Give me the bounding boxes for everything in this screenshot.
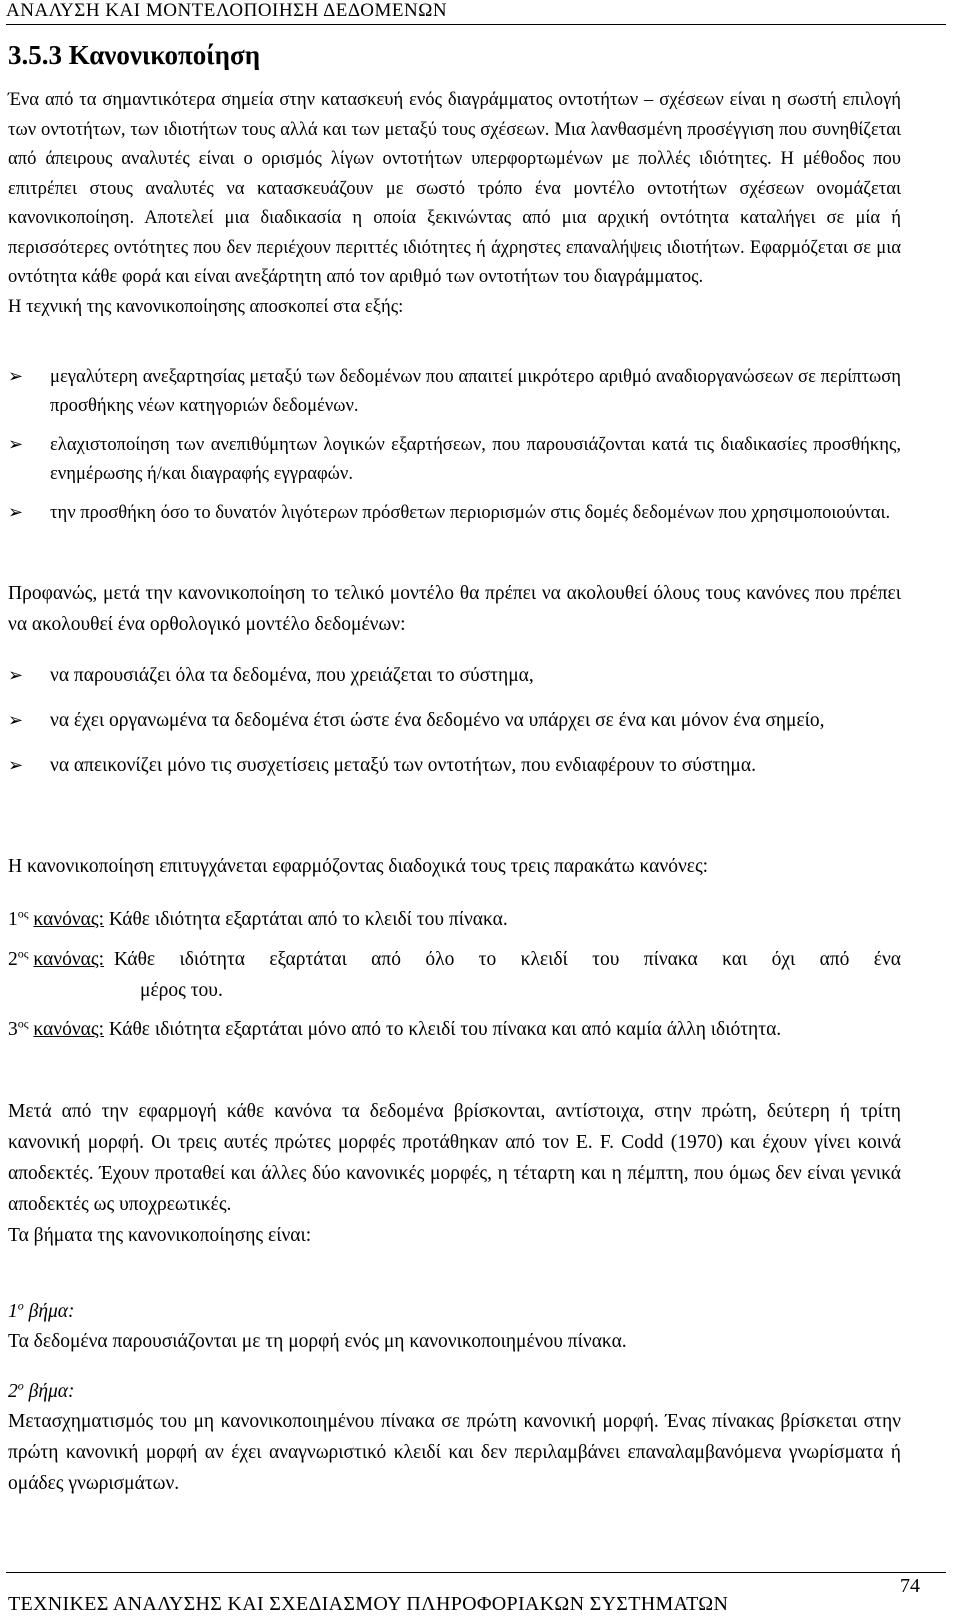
goals-list xyxy=(8,362,901,537)
list-item: ➢ μεγαλύτερη ανεξαρτησίας μεταξύ των δεδομένων που απαιτεί μικρότερο αριθμό αναδιοργανώσεων σε περίπτωση προσθήκης νέων κατηγοριών δεδομένων. xyxy=(8,362,901,420)
intro-text: Ένα από τα σημαντικότερα σημεία στην κατασκευή ενός διαγράμματος οντοτήτων – σχέσεων είναι η σωστή επιλογή των οντοτήτων, των ιδιοτήτων τους αλλά και των μεταξύ τους σχέσεων. Μια λανθασμένη προσέγγιση που συνηθίζεται από άπειρους αναλυτές είναι ο ορισμός λίγων οντοτήτων υπερφορτωμένων με πολλές ιδιότητες. Η μέθοδος που επιτρέπει στους αναλυτές να κατασκευάζουν με σωστό τρόπο ένα μοντέλο οντοτήτων σχέσεων ονομάζεται κανονικοποίηση. Αποτελεί μια διαδικασία η οποία ξεκινώντας από μια αρχική οντότητα καταλήγει σε μία ή περισσότερες οντότητες που δεν περιέχουν περιττές ιδιότητες ή άχρηστες επαναλήψεις ιδιοτήτων. Εφαρμόζεται σε μια οντότητα κάθε φορά και είναι ανεξάρτητη από τον αριθμό των οντοτήτων του διαγράμματος. xyxy=(8,89,901,287)
intro-text-2: Η τεχνική της κανονικοποίησης αποσκοπεί στα εξής: xyxy=(8,295,404,317)
normal-forms-paragraph: Μετά από την εφαρμογή κάθε κανόνα τα δεδομένα βρίσκονται, αντίστοιχα, στην πρώτη, δεύτερη ή τρίτη κανονική μορφή. Οι τρεις αυτές πρώτες μορφές προτάθηκαν από τον E. F. Codd (1970) και έχουν γίνει κοινά αποδεκτές. Έχουν προταθεί και άλλες δύο κανονικές μορφές, η τέταρτη και η πέμπτη, που όμως δεν είναι γενικά αποδεκτές ως υποχρεωτικές. Τα βήματα της κανονικοποίησης είναι: xyxy=(8,1096,901,1251)
step-1-text: Τα δεδομένα παρουσιάζονται με τη μορφή ενός μη κανονικοποιημένου πίνακα. xyxy=(8,1331,627,1352)
rules-intro: Η κανονικοποίηση επιτυγχάνεται εφαρμόζοντας διαδοχικά τους τρεις παρακάτω κανόνες: xyxy=(8,856,709,877)
footer-divider xyxy=(6,1572,946,1573)
steps-intro: Τα βήματα της κανονικοποίησης είναι: xyxy=(8,1225,312,1246)
list-item: ➢ την προσθήκη όσο το δυνατόν λιγότερων πρόσθετων περιορισμών στις δομές δεδομένων που χρησιμοποιούνται. xyxy=(8,498,901,527)
step-2-heading: $2^o$ βήμα: xyxy=(8,1378,75,1402)
arrow-bullet-icon: ➢ xyxy=(8,502,24,522)
arrow-bullet-icon: ➢ xyxy=(8,755,24,775)
running-header: ΑΝΑΛΥΣΗ ΚΑΙ ΜΟΝΤΕΛΟΠΟΙΗΣΗ ΔΕΔΟΜΕΝΩΝ xyxy=(6,0,946,25)
arrow-bullet-icon: ➢ xyxy=(8,665,24,685)
list-item: ➢ να απεικονίζει μόνο τις συσχετίσεις μεταξύ των οντοτήτων, που ενδιαφέρουν το σύστημα. xyxy=(8,750,901,781)
section-title: 3.5.3 Κανονικοποίηση xyxy=(8,40,261,70)
step-1-heading: $1^o$ βήμα: xyxy=(8,1298,75,1322)
arrow-bullet-icon: ➢ xyxy=(8,366,24,386)
rule-2: $2^{o\varsigma}$ κανόνας: Κάθε ιδιότητα εξαρτάται από όλο το κλειδί του πίνακα και όχι από ένα μέρος του. xyxy=(8,946,901,1001)
list-item: ➢ ελαχιστοποίηση των ανεπιθύμητων λογικών εξαρτήσεων, που παρουσιάζονται κατά τις διαδικασίες προσθήκης, ενημέρωσης ή/και διαγραφής εγγραφών. xyxy=(8,430,901,488)
rule-3: $3^{o\varsigma}$ κανόνας: Κάθε ιδιότητα εξαρτάται μόνο από το κλειδί του πίνακα και από καμία άλλη ιδιότητα. xyxy=(8,1016,782,1040)
arrow-bullet-icon: ➢ xyxy=(8,434,24,454)
after-normalization-paragraph: Προφανώς, μετά την κανονικοποίηση το τελικό μοντέλο θα πρέπει να ακολουθεί όλους τους κανόνες που πρέπει να ακολουθεί ένα ορθολογικό μοντέλο δεδομένων: xyxy=(8,583,901,635)
arrow-bullet-icon: ➢ xyxy=(8,710,24,730)
intro-paragraph xyxy=(8,85,901,321)
step-2-text: Μετασχηματισμός του μη κανονικοποιημένου πίνακα σε πρώτη κανονική μορφή. Ένας πίνακας βρίσκεται στην πρώτη κανονική μορφή αν έχει αναγνωριστικό κλειδί και δεν περιλαμβάνει επαναλαμβανόμενα γνωρίσματα ή ομάδες γνωρισμάτων. xyxy=(8,1411,901,1494)
page-number: 74 xyxy=(900,1575,920,1597)
model-rules-list xyxy=(8,660,901,795)
running-footer: ΤΕΧΝΙΚΕΣ ΑΝΑΛΥΣΗΣ ΚΑΙ ΣΧΕΔΙΑΣΜΟΥ ΠΛΗΡΟΦΟΡΙΑΚΩΝ ΣΥΣΤΗΜΑΤΩΝ xyxy=(8,1593,729,1615)
rule-1: $1^{o\varsigma}$ κανόνας: Κάθε ιδιότητα εξαρτάται από το κλειδί του πίνακα. xyxy=(8,906,508,930)
list-item: ➢ να έχει οργανωμένα τα δεδομένα έτσι ώστε ένα δεδομένο να υπάρχει σε ένα και μόνον ένα σημείο, xyxy=(8,705,901,736)
list-item: ➢ να παρουσιάζει όλα τα δεδομένα, που χρειάζεται το σύστημα, xyxy=(8,660,901,691)
